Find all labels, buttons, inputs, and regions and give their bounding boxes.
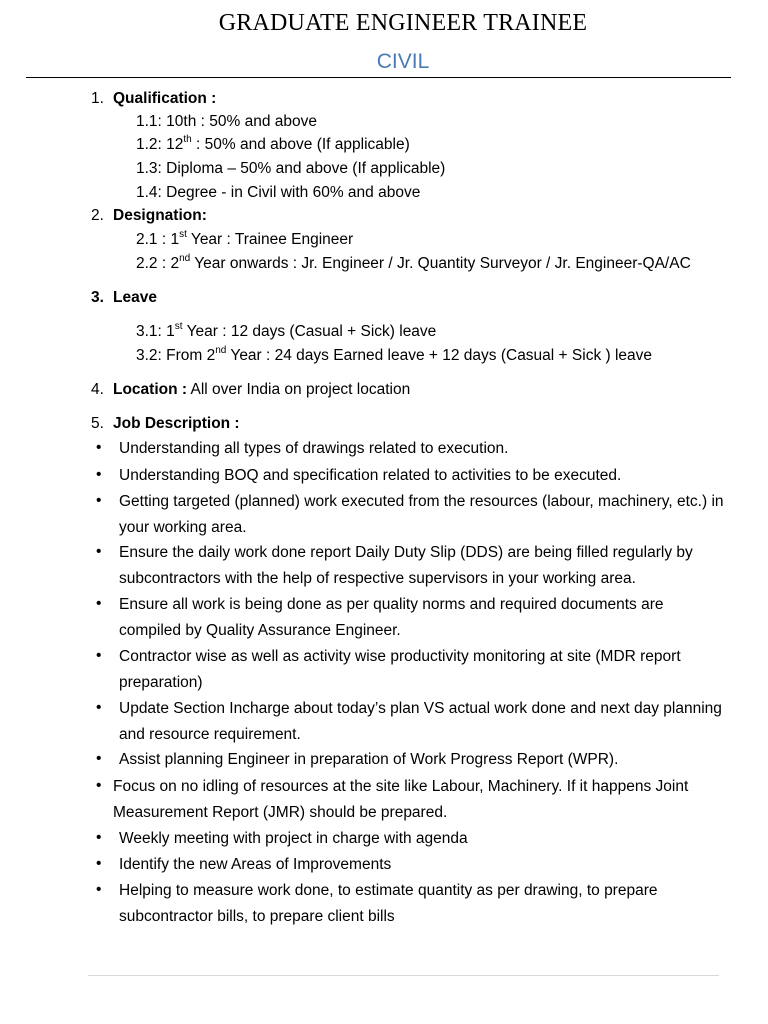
item-text: Year : 12 days (Casual + Sick) leave <box>182 323 437 340</box>
section-heading: Qualification : <box>113 90 217 107</box>
job-bullet-item: Weekly meeting with project in charge with agenda <box>119 830 468 847</box>
item-text: 1.3: Diploma – 50% and above (If applicable) <box>136 160 446 177</box>
job-bullet-item: Focus on no idling of resources at the site like Labour, Machinery. If it happens Joint Measurement Report (JMR) should be prepared. <box>113 778 689 821</box>
job-bullet-item: Update Section Incharge about today’s plan VS actual work done and next day planning and resource requirement. <box>119 700 722 743</box>
item-text: 1.1: 10th : 50% and above <box>136 113 317 130</box>
section-heading: Designation: <box>113 207 207 224</box>
qualification-item <box>136 133 410 157</box>
qualification-item <box>136 110 317 134</box>
item-text: 1.2: 12 <box>136 136 184 153</box>
item-text: 3.1: 1 <box>136 323 175 340</box>
bullet-icon: • <box>96 492 102 509</box>
job-bullet-item: Contractor wise as well as activity wise productivity monitoring at site (MDR report preparation) <box>119 648 681 691</box>
job-bullet-item: Ensure the daily work done report Daily Duty Slip (DDS) are being filled regularly by subcontractors with the help of respective supervisors in your working area. <box>119 544 693 587</box>
item-text: Year onwards : Jr. Engineer / Jr. Quantity Surveyor / Jr. Engineer-QA/AC <box>190 255 691 272</box>
item-superscript: st <box>179 228 187 240</box>
job-bullet-item: Ensure all work is being done as per quality norms and required documents are compiled by Quality Assurance Engineer. <box>119 596 664 639</box>
section-qualification-heading <box>91 87 216 111</box>
item-superscript: nd <box>179 252 191 264</box>
item-superscript: st <box>174 320 183 332</box>
section-location <box>91 378 410 402</box>
job-bullet-item: Understanding all types of drawings related to execution. <box>119 440 509 457</box>
footer-divider <box>88 975 719 976</box>
bullet-icon: • <box>96 466 102 483</box>
bullet-icon: • <box>96 750 102 767</box>
section-job-heading <box>91 412 240 436</box>
bullet-icon: • <box>96 543 102 560</box>
bullet-icon: • <box>96 777 102 794</box>
leave-item <box>136 320 436 344</box>
item-superscript: nd <box>215 344 227 356</box>
item-text: 1.4: Degree - in Civil with 60% and above <box>136 184 421 201</box>
bullet-icon: • <box>96 829 102 846</box>
page-title: GRADUATE ENGINEER TRAINEE <box>218 10 588 36</box>
item-text: 2.1 : 1 <box>136 231 180 248</box>
leave-item <box>136 344 652 368</box>
bullet-icon: • <box>96 595 102 612</box>
title-divider <box>26 77 731 78</box>
section-heading: Leave <box>113 289 157 306</box>
bullet-icon: • <box>96 647 102 664</box>
job-bullet-item: Getting targeted (planned) work executed from the resources (labour, machinery, etc.) in your working area. <box>119 493 724 536</box>
item-text: 3.2: From 2 <box>136 347 216 364</box>
item-text: : 50% and above (If applicable) <box>191 136 410 153</box>
designation-item <box>136 252 691 276</box>
location-text: All over India on project location <box>187 381 411 398</box>
section-number: 4. <box>91 381 104 398</box>
section-heading: Location : <box>113 381 188 398</box>
item-superscript: th <box>183 133 192 145</box>
item-text: Year : 24 days Earned leave + 12 days (Casual + Sick ) leave <box>226 347 653 364</box>
section-number: 3. <box>91 289 104 306</box>
bullet-icon: • <box>96 881 102 898</box>
page-subtitle: CIVIL <box>376 50 430 73</box>
item-text: Year : Trainee Engineer <box>186 231 354 248</box>
job-bullet-item: Identify the new Areas of Improvements <box>119 856 392 873</box>
job-bullet-item: Assist planning Engineer in preparation of Work Progress Report (WPR). <box>119 751 619 768</box>
bullet-icon: • <box>96 699 102 716</box>
section-number: 1. <box>91 90 104 107</box>
bullet-icon: • <box>96 439 102 456</box>
qualification-item <box>136 157 445 181</box>
section-number: 5. <box>91 415 104 432</box>
bullet-icon: • <box>96 855 102 872</box>
section-designation-heading <box>91 204 207 228</box>
job-bullet-item: Helping to measure work done, to estimate quantity as per drawing, to prepare subcontractor bills, to prepare client bills <box>119 882 658 925</box>
section-leave-heading <box>91 286 157 310</box>
section-heading: Job Description : <box>113 415 240 432</box>
item-text: 2.2 : 2 <box>136 255 180 272</box>
section-number: 2. <box>91 207 104 224</box>
qualification-item <box>136 181 420 205</box>
designation-item <box>136 228 353 252</box>
job-bullet-item: Understanding BOQ and specification related to activities to be executed. <box>119 467 622 484</box>
